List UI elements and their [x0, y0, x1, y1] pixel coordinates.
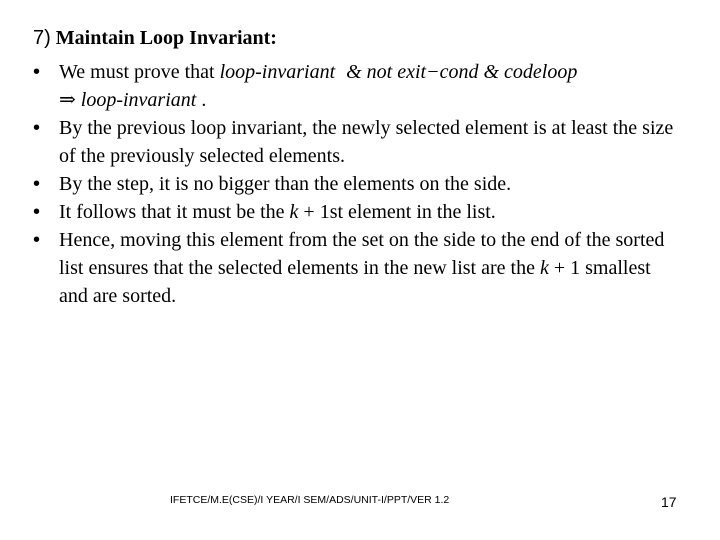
implies-symbol: ⇒	[59, 89, 76, 111]
bullet-dot-icon: •	[33, 201, 41, 223]
bullet-item	[33, 58, 683, 114]
bullet-text: + 1st element in the list.	[303, 201, 496, 223]
bullet-dot-icon: •	[33, 173, 41, 195]
bullet-math: k	[289, 201, 299, 223]
bullet-text: By the step, it is no bigger than the elements on the side.	[59, 173, 512, 195]
heading-number: 7)	[33, 27, 51, 49]
slide-heading	[33, 24, 277, 52]
bullet-math: k	[539, 257, 549, 279]
bullet-math: & not exit−cond & codeloop	[346, 61, 578, 83]
bullet-dot-icon: •	[33, 229, 41, 251]
heading-text: Maintain Loop Invariant:	[55, 27, 277, 49]
bullet-text: Hence, moving this element from the set on the side to the end of the sorted list ensures that the selected elements in the new list are the	[59, 229, 665, 279]
bullet-text: By the previous loop invariant, the newly selected element is at least the size of the previously selected elements.	[59, 117, 674, 167]
bullet-item	[33, 114, 683, 170]
bullet-math: loop-invariant	[219, 61, 336, 83]
bullet-text: It follows that it must be the	[59, 201, 285, 223]
bullet-dot-icon: •	[33, 117, 41, 139]
bullet-math: loop-invariant	[80, 89, 197, 111]
bullet-list	[33, 58, 683, 310]
footer-label: IFETCE/M.E(CSE)/I YEAR/I SEM/ADS/UNIT-I/PPT/VER 1.2	[170, 494, 450, 506]
bullet-item	[33, 170, 683, 198]
bullet-dot-icon: •	[33, 61, 41, 83]
bullet-text: We must prove that	[59, 61, 215, 83]
bullet-item	[33, 226, 683, 310]
bullet-item	[33, 198, 683, 226]
bullet-text: + 1 smallest and are sorted.	[59, 257, 651, 307]
bullet-text: .	[201, 89, 207, 111]
page-number: 17	[661, 494, 677, 510]
